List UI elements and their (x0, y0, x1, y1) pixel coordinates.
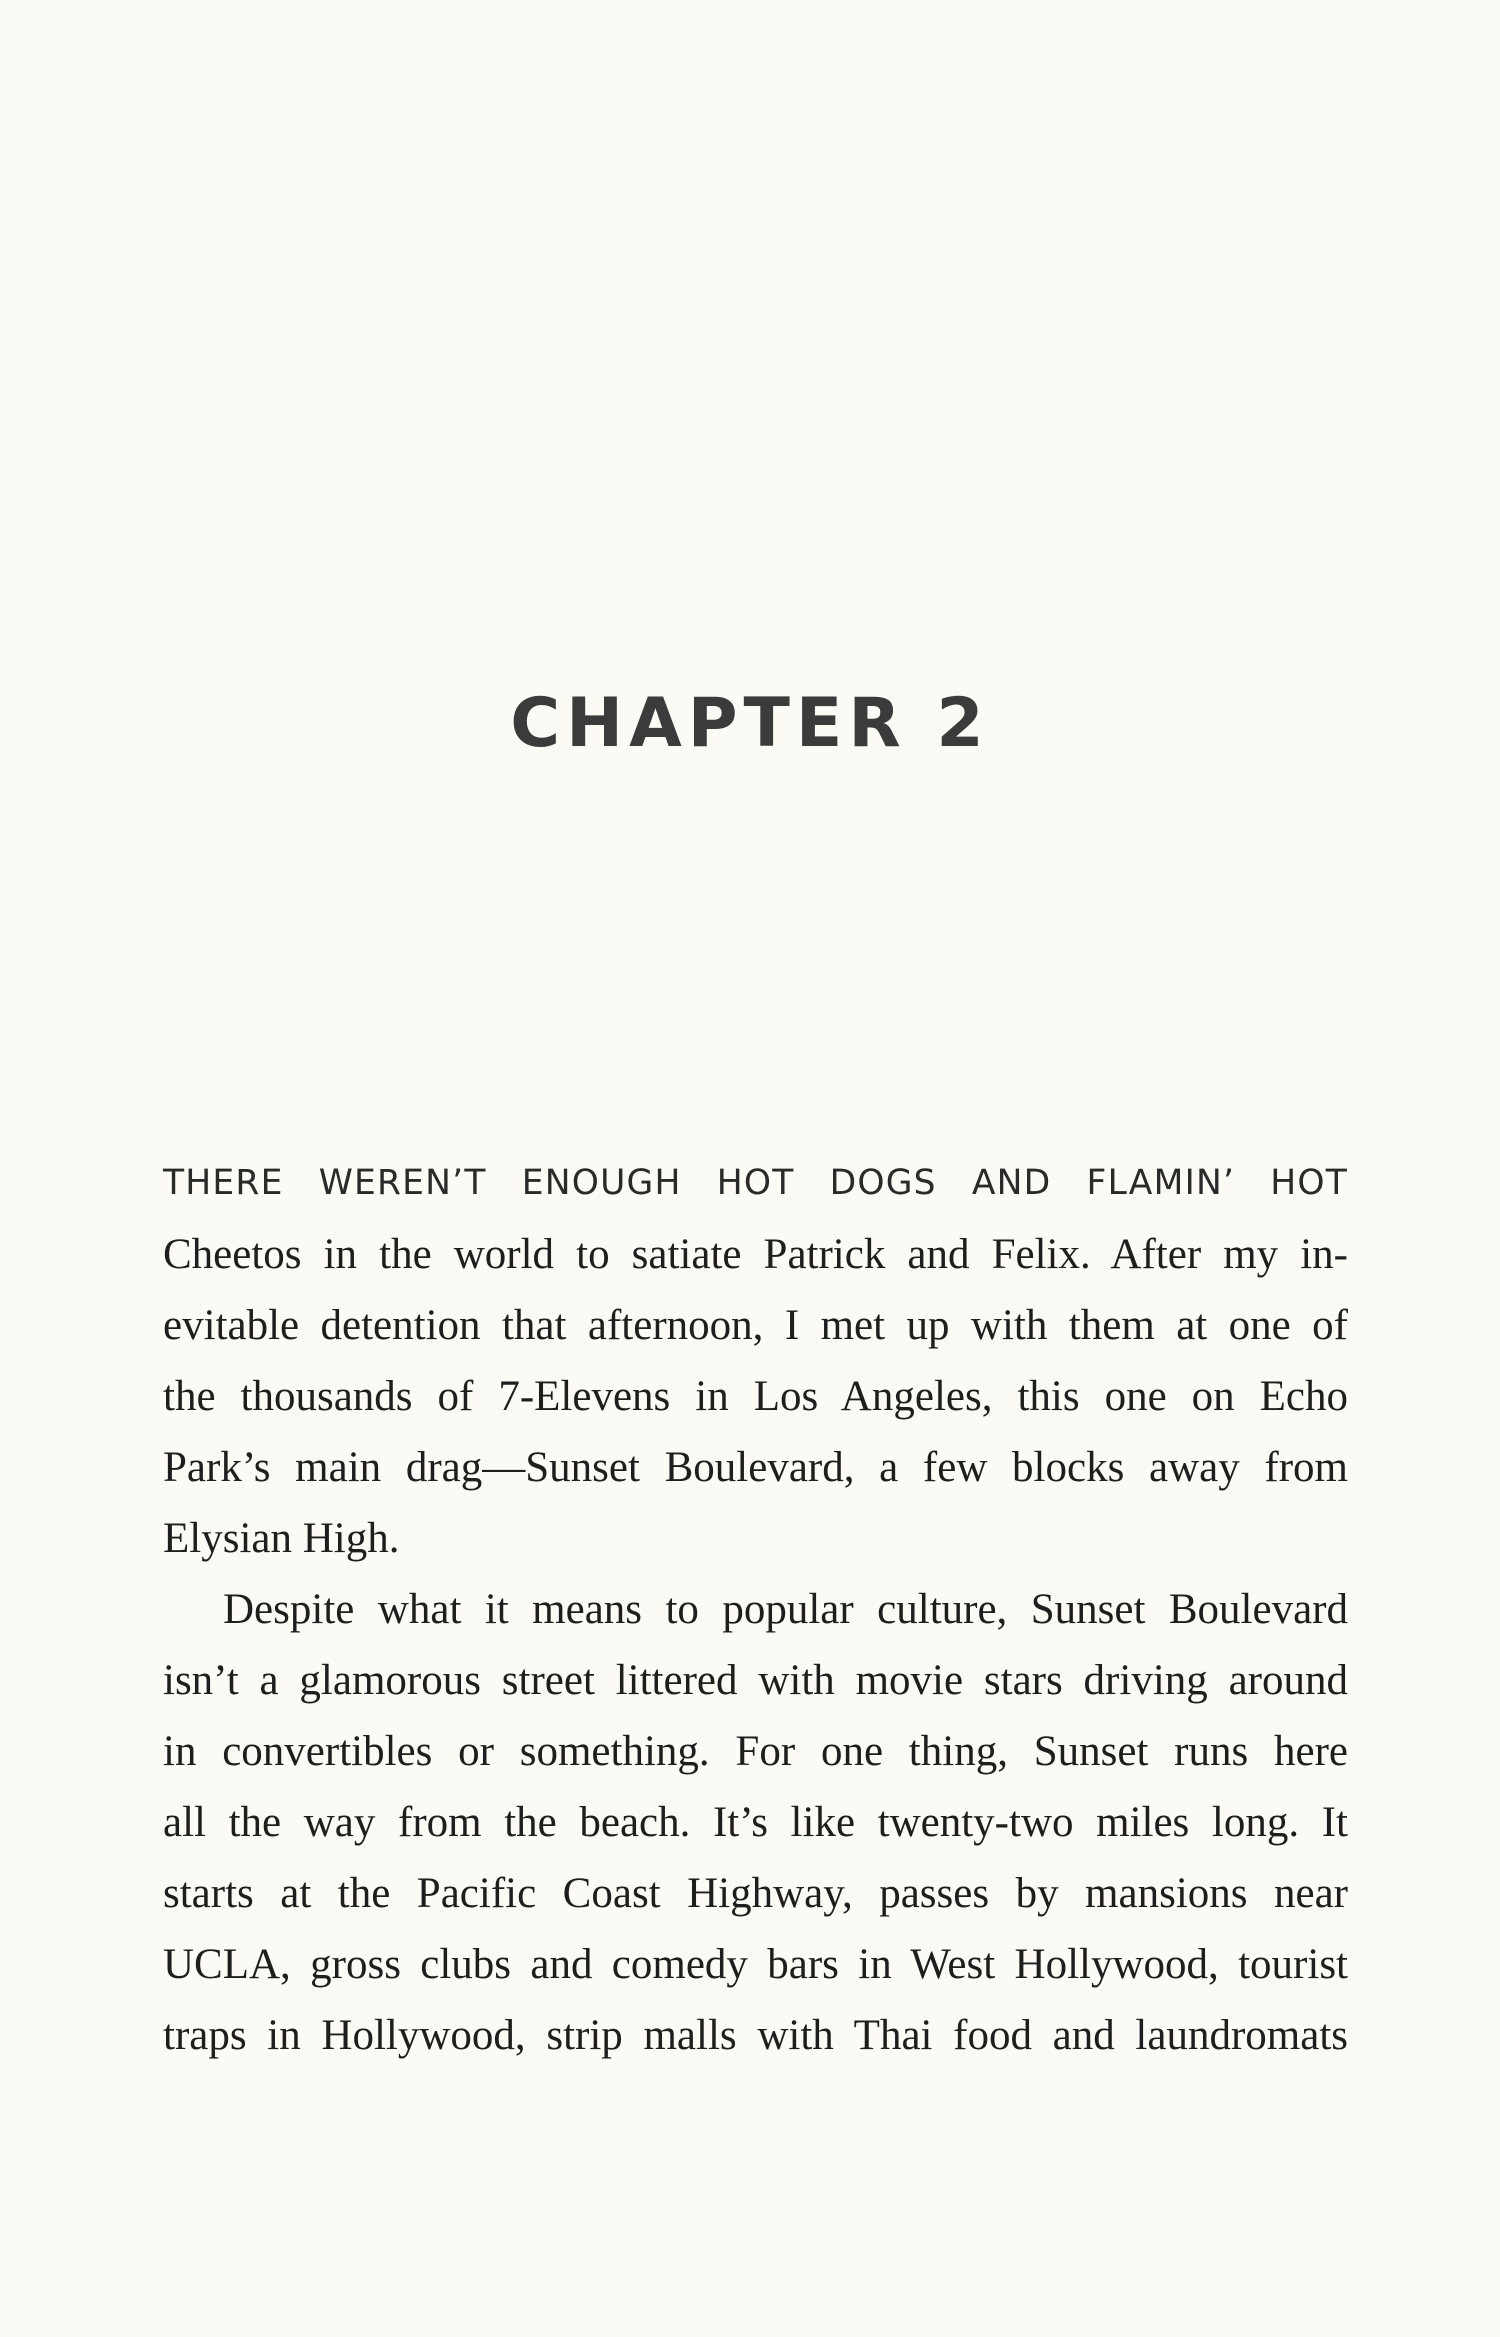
text-line: isn’t a glamorous street littered with movie stars driving around (163, 1657, 1348, 1704)
text-line: Park’s main drag—Sunset Boulevard, a few blocks away from (163, 1444, 1348, 1491)
text-line: Elysian High. (163, 1515, 400, 1562)
text-line: starts at the Pacific Coast Highway, passes by mansions near (163, 1870, 1348, 1917)
text-line: the thousands of 7-Elevens in Los Angeles, this one on Echo (163, 1373, 1348, 1420)
body-text (163, 1148, 1348, 2071)
text-line: all the way from the beach. It’s like twenty-two miles long. It (163, 1799, 1348, 1846)
text-line: Cheetos in the world to satiate Patrick and Felix. After my in- (163, 1231, 1348, 1278)
text-line: traps in Hollywood, strip malls with Thai food and laundromats (163, 2012, 1348, 2059)
text-line: evitable detention that afternoon, I met up with them at one of (163, 1302, 1348, 1349)
chapter-title: CHAPTER 2 (510, 684, 990, 763)
paragraph-start-line: Despite what it means to popular culture, Sunset Boulevard (223, 1586, 1348, 1633)
text-line: UCLA, gross clubs and comedy bars in West Hollywood, tourist (163, 1941, 1348, 1988)
opening-line: THERE WEREN’T ENOUGH HOT DOGS AND FLAMIN’ HOT (163, 1163, 1348, 1203)
text-line: in convertibles or something. For one thing, Sunset runs here (163, 1728, 1348, 1775)
